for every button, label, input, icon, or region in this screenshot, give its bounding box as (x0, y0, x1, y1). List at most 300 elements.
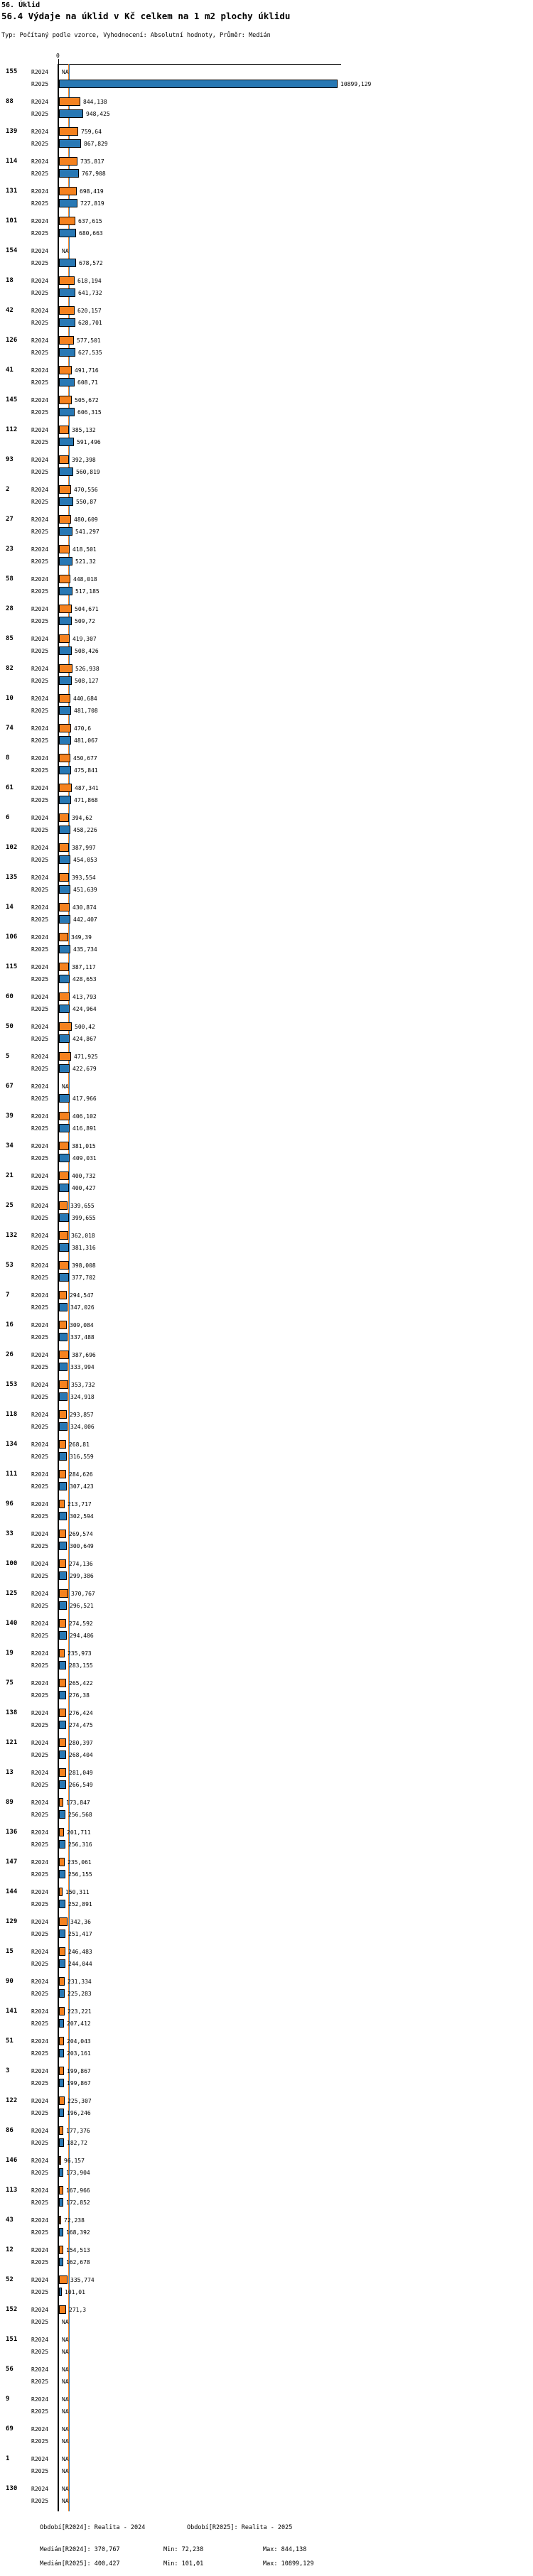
bar-value-label: 347,026 (70, 1304, 95, 1311)
row-id-label: 14 (6, 904, 14, 911)
series-label-r2025: R2025 (31, 857, 49, 863)
row-id-label: 67 (6, 1083, 14, 1090)
bar-value-na: NA (62, 2426, 69, 2432)
bar-value-label: 223,221 (68, 2008, 92, 2015)
row-id-label: 113 (6, 2187, 18, 2194)
row-id-label: 33 (6, 1530, 14, 1537)
bar-value-na: NA (62, 2468, 69, 2474)
row-id-label: 23 (6, 546, 14, 553)
bar-r2025 (59, 1034, 70, 1043)
bar-value-label: 296,521 (70, 1603, 94, 1609)
series-label-r2024: R2024 (31, 158, 49, 165)
bar-r2025 (59, 2138, 64, 2147)
row-id-label: 139 (6, 128, 18, 135)
series-label-r2024: R2024 (31, 427, 49, 433)
bar-value-label: 271,3 (69, 2307, 87, 2313)
series-label-r2025: R2025 (31, 2020, 49, 2027)
bar-r2024 (59, 1828, 64, 1836)
row-id-label: 43 (6, 2217, 14, 2224)
bar-r2024 (59, 813, 69, 822)
bar-r2025 (59, 1184, 69, 1192)
bar-value-label: 394,62 (72, 815, 92, 821)
bar-value-label: 698,419 (80, 188, 104, 195)
bar-r2024 (59, 2007, 65, 2015)
series-label-r2024: R2024 (31, 278, 49, 284)
bar-value-na: NA (62, 2486, 69, 2492)
row-id-label: 42 (6, 307, 14, 314)
bar-r2025 (59, 2258, 63, 2266)
series-label-r2024: R2024 (31, 2038, 49, 2045)
series-label-r2025: R2025 (31, 2349, 49, 2355)
series-label-r2025: R2025 (31, 1901, 49, 1907)
series-label-r2025: R2025 (31, 469, 49, 475)
series-label-r2025: R2025 (31, 558, 49, 565)
series-label-r2025: R2025 (31, 2080, 49, 2087)
bar-value-label: 302,594 (70, 1513, 94, 1520)
row-id-label: 102 (6, 844, 18, 851)
bar-value-label: 387,997 (72, 845, 96, 851)
bar-r2024 (59, 306, 75, 315)
series-label-r2025: R2025 (31, 1364, 49, 1370)
series-label-r2025: R2025 (31, 1245, 49, 1251)
bar-value-label: 207,412 (67, 2020, 91, 2027)
bar-value-label: 231,334 (68, 1979, 92, 1985)
series-label-r2024: R2024 (31, 1919, 49, 1925)
series-label-r2025: R2025 (31, 81, 49, 87)
series-label-r2024: R2024 (31, 2128, 49, 2134)
row-id-label: 146 (6, 2157, 18, 2164)
series-label-r2025: R2025 (31, 648, 49, 654)
bar-r2024 (59, 754, 70, 762)
bar-r2025 (59, 2109, 64, 2117)
series-label-r2025: R2025 (31, 946, 49, 953)
series-label-r2025: R2025 (31, 1722, 49, 1728)
bar-value-label: 413,793 (72, 994, 97, 1000)
bar-r2024 (59, 545, 70, 553)
bar-value-label: 196,246 (67, 2110, 91, 2116)
bar-value-label: 309,084 (70, 1322, 94, 1328)
bar-value-na: NA (62, 2498, 69, 2504)
bar-r2025 (59, 2079, 64, 2087)
series-label-r2024: R2024 (31, 785, 49, 791)
series-label-r2024: R2024 (31, 1501, 49, 1508)
bar-value-label: 735,817 (80, 158, 104, 165)
bar-r2024 (59, 694, 70, 703)
bar-value-label: 387,696 (72, 1352, 96, 1358)
bar-value-label: 294,547 (70, 1292, 94, 1299)
bar-value-label: 550,87 (76, 499, 97, 505)
bar-value-label: 316,559 (70, 1454, 94, 1460)
bar-r2024 (59, 1261, 69, 1270)
bar-value-label: 678,572 (79, 260, 103, 266)
bar-r2024 (59, 2037, 64, 2045)
bar-r2025 (59, 557, 72, 565)
series-label-r2024: R2024 (31, 1292, 49, 1299)
bar-r2025 (59, 1810, 65, 1819)
series-label-r2024: R2024 (31, 2307, 49, 2313)
row-id-label: 69 (6, 2425, 14, 2432)
bar-r2025 (59, 855, 70, 864)
bar-value-label: 867,829 (84, 141, 108, 147)
series-label-r2025: R2025 (31, 1036, 49, 1042)
bar-value-label: 491,716 (75, 367, 99, 374)
bar-value-label: 392,398 (72, 457, 96, 463)
series-label-r2025: R2025 (31, 2170, 49, 2176)
bar-value-label: 416,891 (72, 1125, 97, 1132)
series-label-r2025: R2025 (31, 200, 49, 207)
bar-value-label: 280,397 (69, 1740, 93, 1746)
row-id-label: 132 (6, 1232, 18, 1239)
series-label-r2024: R2024 (31, 188, 49, 195)
bar-value-label: 294,406 (70, 1633, 94, 1639)
bar-r2024 (59, 1947, 65, 1956)
series-label-r2025: R2025 (31, 1483, 49, 1490)
bar-r2024 (59, 1917, 68, 1926)
bar-r2025 (59, 1273, 69, 1282)
bar-value-label: 418,501 (72, 546, 97, 553)
series-label-r2024: R2024 (31, 2098, 49, 2104)
series-label-r2024: R2024 (31, 1680, 49, 1687)
bar-r2024 (59, 336, 74, 345)
bar-r2024 (59, 605, 72, 613)
series-label-r2025: R2025 (31, 1692, 49, 1699)
row-id-label: 151 (6, 2336, 18, 2343)
series-label-r2025: R2025 (31, 2379, 49, 2385)
row-id-label: 6 (6, 814, 10, 821)
series-label-r2024: R2024 (31, 2068, 49, 2074)
row-id-label: 74 (6, 725, 14, 732)
bar-r2025 (59, 2198, 63, 2207)
row-id-label: 10 (6, 695, 14, 702)
row-id-label: 106 (6, 933, 18, 941)
bar-value-label: 203,161 (67, 2050, 91, 2057)
bar-r2025 (59, 438, 74, 446)
bar-r2025 (59, 885, 70, 894)
bar-r2025 (59, 1213, 69, 1222)
series-label-r2025: R2025 (31, 230, 49, 237)
row-id-label: 56 (6, 2366, 14, 2373)
bar-value-label: 335,774 (70, 2277, 95, 2283)
bar-r2024 (59, 1291, 67, 1299)
bar-value-label: 450,677 (73, 755, 97, 762)
bar-value-label: 844,138 (83, 99, 107, 105)
bar-r2025 (59, 646, 72, 655)
series-label-r2025: R2025 (31, 1334, 49, 1341)
bar-value-label: 948,425 (86, 111, 110, 117)
bar-value-label: 637,615 (78, 218, 102, 224)
series-label-r2025: R2025 (31, 1275, 49, 1281)
bar-value-label: 10899,129 (340, 81, 372, 87)
bar-r2025 (59, 139, 81, 148)
footer-max-r2024: Max: 844,138 (263, 2546, 307, 2553)
bar-r2024 (59, 634, 70, 643)
row-id-label: 152 (6, 2306, 18, 2313)
series-label-r2024: R2024 (31, 1203, 49, 1209)
bar-value-label: 299,386 (70, 1573, 94, 1579)
row-id-label: 5 (6, 1053, 10, 1060)
bar-value-label: 409,031 (72, 1155, 97, 1162)
series-label-r2024: R2024 (31, 696, 49, 702)
bar-value-label: 458,226 (73, 827, 97, 833)
row-id-label: 28 (6, 605, 14, 612)
series-label-r2025: R2025 (31, 1095, 49, 1102)
bar-value-na: NA (62, 248, 69, 254)
series-label-r2025: R2025 (31, 1394, 49, 1400)
row-id-label: 53 (6, 1262, 14, 1269)
bar-r2024 (59, 1738, 66, 1747)
bar-r2024 (59, 1351, 69, 1359)
series-label-r2025: R2025 (31, 1155, 49, 1162)
bar-value-label: 269,574 (69, 1531, 93, 1537)
bar-r2025 (59, 587, 72, 595)
row-id-label: 122 (6, 2097, 18, 2104)
row-id-label: 114 (6, 158, 18, 165)
series-label-r2025: R2025 (31, 111, 49, 117)
series-label-r2024: R2024 (31, 248, 49, 254)
bar-value-label: 342,36 (70, 1919, 91, 1925)
bar-value-label: 641,732 (78, 290, 102, 296)
bar-value-label: 422,679 (72, 1066, 97, 1072)
bar-value-label: 400,427 (72, 1185, 96, 1191)
bar-r2024 (59, 515, 71, 524)
row-id-label: 19 (6, 1650, 14, 1657)
bar-value-label: 577,501 (77, 337, 101, 344)
bar-r2025 (59, 2168, 63, 2177)
bar-value-label: 591,496 (77, 439, 101, 445)
x-axis-line (58, 64, 341, 65)
bar-value-label: 362,018 (71, 1233, 95, 1239)
bar-r2024 (59, 1201, 68, 1210)
row-id-label: 51 (6, 2037, 14, 2045)
row-id-label: 130 (6, 2485, 18, 2492)
series-label-r2025: R2025 (31, 2498, 49, 2504)
bar-r2025 (59, 1601, 67, 1610)
bar-r2025 (59, 1900, 65, 1908)
series-label-r2024: R2024 (31, 964, 49, 970)
bar-r2024 (59, 187, 77, 195)
bar-r2025 (59, 1333, 68, 1341)
row-id-label: 52 (6, 2276, 14, 2283)
bar-r2025 (59, 229, 76, 237)
bar-value-label: 173,904 (66, 2170, 90, 2176)
bar-value-label: 381,015 (72, 1143, 96, 1149)
bar-r2025 (59, 1005, 70, 1013)
bar-value-label: 398,008 (72, 1262, 96, 1269)
series-label-r2024: R2024 (31, 1979, 49, 1985)
bar-value-label: 256,316 (68, 1841, 92, 1848)
series-label-r2024: R2024 (31, 1054, 49, 1060)
bar-r2024 (59, 217, 75, 225)
footer-max-r2025: Max: 10899,129 (263, 2560, 314, 2567)
bar-value-label: 471,868 (74, 797, 98, 803)
bar-value-label: 274,136 (69, 1561, 93, 1567)
bar-r2024 (59, 426, 69, 434)
bar-value-na: NA (62, 2337, 69, 2343)
series-label-r2024: R2024 (31, 1233, 49, 1239)
bar-r2024 (59, 2186, 63, 2195)
row-id-label: 140 (6, 1620, 18, 1627)
series-label-r2025: R2025 (31, 2259, 49, 2266)
bar-value-label: 430,874 (72, 904, 97, 911)
bar-r2024 (59, 843, 69, 852)
series-label-r2025: R2025 (31, 1782, 49, 1788)
bar-value-label: 509,72 (75, 618, 95, 624)
series-label-r2025: R2025 (31, 588, 49, 595)
bar-r2024 (59, 1888, 63, 1896)
bar-r2024 (59, 1977, 65, 1986)
footer-period-r2025: Období[R2025]: Realita - 2025 (187, 2524, 293, 2531)
bar-value-label: 541,297 (75, 529, 99, 535)
row-id-label: 96 (6, 1500, 14, 1508)
series-label-r2024: R2024 (31, 1740, 49, 1746)
bar-value-label: 101,01 (65, 2289, 85, 2295)
bar-value-label: 381,316 (72, 1245, 96, 1251)
bar-value-label: 244,044 (68, 1961, 92, 1967)
bar-value-label: 265,422 (69, 1680, 93, 1687)
series-label-r2024: R2024 (31, 1710, 49, 1716)
series-label-r2024: R2024 (31, 337, 49, 344)
bar-r2024 (59, 1142, 69, 1150)
bar-r2024 (59, 1858, 65, 1866)
series-label-r2025: R2025 (31, 2319, 49, 2325)
bar-r2025 (59, 617, 72, 625)
series-label-r2024: R2024 (31, 2456, 49, 2462)
bar-value-na: NA (62, 2366, 69, 2373)
bar-r2025 (59, 1512, 67, 1520)
footer-min-r2025: Min: 101,01 (163, 2560, 204, 2567)
bar-r2025 (59, 169, 79, 178)
bar-value-label: 256,568 (68, 1812, 92, 1818)
series-label-r2025: R2025 (31, 1931, 49, 1937)
bar-r2025 (59, 109, 83, 118)
bar-value-label: 246,483 (68, 1949, 92, 1955)
bar-value-label: 435,734 (73, 946, 97, 953)
row-id-label: 86 (6, 2127, 14, 2134)
bar-r2024 (59, 1798, 63, 1807)
bar-value-label: 72,238 (64, 2217, 85, 2224)
series-label-r2024: R2024 (31, 218, 49, 224)
bar-r2024 (59, 127, 78, 136)
footer-period-r2024: Období[R2024]: Realita - 2024 (40, 2524, 146, 2531)
series-label-r2025: R2025 (31, 1513, 49, 1520)
bar-value-label: 451,639 (73, 887, 97, 893)
bar-r2024 (59, 1052, 71, 1061)
row-id-label: 145 (6, 396, 18, 404)
bar-r2025 (59, 1422, 68, 1431)
row-id-label: 15 (6, 1948, 14, 1955)
series-label-r2025: R2025 (31, 2110, 49, 2116)
bar-value-na: NA (62, 2456, 69, 2462)
series-label-r2025: R2025 (31, 1841, 49, 1848)
bar-value-label: 177,376 (66, 2128, 90, 2134)
bar-value-label: 428,653 (72, 976, 97, 983)
series-label-r2025: R2025 (31, 2438, 49, 2445)
bar-value-label: 442,407 (73, 916, 97, 923)
bar-r2024 (59, 366, 72, 374)
bar-value-label: 608,71 (77, 379, 98, 386)
bar-value-label: 201,711 (67, 1829, 91, 1836)
series-label-r2025: R2025 (31, 1125, 49, 1132)
bar-r2025 (59, 1064, 70, 1073)
series-label-r2024: R2024 (31, 666, 49, 672)
bar-r2024 (59, 2275, 68, 2284)
series-label-r2025: R2025 (31, 827, 49, 833)
bar-value-label: 154,513 (66, 2247, 90, 2253)
bar-value-label: 349,39 (71, 934, 92, 941)
bar-r2024 (59, 2156, 61, 2165)
bar-r2024 (59, 2246, 63, 2254)
row-id-label: 82 (6, 665, 14, 672)
bar-r2024 (59, 1559, 66, 1568)
series-label-r2024: R2024 (31, 2337, 49, 2343)
bar-r2025 (59, 1363, 68, 1371)
bar-value-label: 235,061 (68, 1859, 92, 1866)
row-id-label: 18 (6, 277, 14, 284)
series-label-r2025: R2025 (31, 379, 49, 386)
series-label-r2025: R2025 (31, 439, 49, 445)
row-id-label: 144 (6, 1888, 18, 1895)
bar-value-label: 235,973 (68, 1650, 92, 1657)
bar-r2025 (59, 2228, 63, 2236)
bar-r2025 (59, 1721, 66, 1729)
row-id-label: 58 (6, 575, 14, 583)
bar-r2025 (59, 259, 76, 267)
bar-value-label: 182,72 (67, 2140, 87, 2146)
series-label-r2024: R2024 (31, 1770, 49, 1776)
series-label-r2024: R2024 (31, 487, 49, 493)
row-id-label: 3 (6, 2067, 10, 2074)
bar-r2024 (59, 1530, 66, 1538)
bar-value-label: 504,671 (75, 606, 99, 612)
bar-value-label: 225,283 (68, 1991, 92, 1997)
bar-r2024 (59, 1709, 66, 1717)
series-label-r2025: R2025 (31, 1185, 49, 1191)
series-label-r2025: R2025 (31, 767, 49, 774)
bar-value-na: NA (62, 2438, 69, 2445)
bar-r2024 (59, 1470, 66, 1478)
series-label-r2024: R2024 (31, 1113, 49, 1120)
series-label-r2025: R2025 (31, 2468, 49, 2474)
series-label-r2025: R2025 (31, 976, 49, 983)
bar-value-label: 727,819 (80, 200, 104, 207)
series-label-r2024: R2024 (31, 546, 49, 553)
bar-value-label: 353,732 (71, 1382, 95, 1388)
bar-r2025 (59, 1303, 68, 1311)
series-label-r2025: R2025 (31, 887, 49, 893)
row-id-label: 101 (6, 217, 18, 224)
bar-value-label: 252,891 (68, 1901, 92, 1907)
bar-r2024 (59, 1410, 67, 1419)
bar-value-label: 283,155 (69, 1662, 93, 1669)
bar-value-na: NA (62, 2408, 69, 2415)
bar-r2025 (59, 2049, 64, 2057)
bar-r2025 (59, 199, 77, 207)
bar-r2024 (59, 963, 69, 971)
bar-value-na: NA (62, 2379, 69, 2385)
bar-value-label: 213,717 (68, 1501, 92, 1508)
series-label-r2025: R2025 (31, 260, 49, 266)
bar-value-label: 481,708 (74, 708, 98, 714)
series-label-r2024: R2024 (31, 99, 49, 105)
series-label-r2025: R2025 (31, 2408, 49, 2415)
series-label-r2025: R2025 (31, 2199, 49, 2206)
series-label-r2025: R2025 (31, 1066, 49, 1072)
series-label-r2025: R2025 (31, 618, 49, 624)
bar-r2025 (59, 1631, 67, 1640)
bar-value-label: 204,043 (67, 2038, 91, 2045)
bar-value-label: 500,42 (75, 1024, 95, 1030)
series-label-r2025: R2025 (31, 1454, 49, 1460)
